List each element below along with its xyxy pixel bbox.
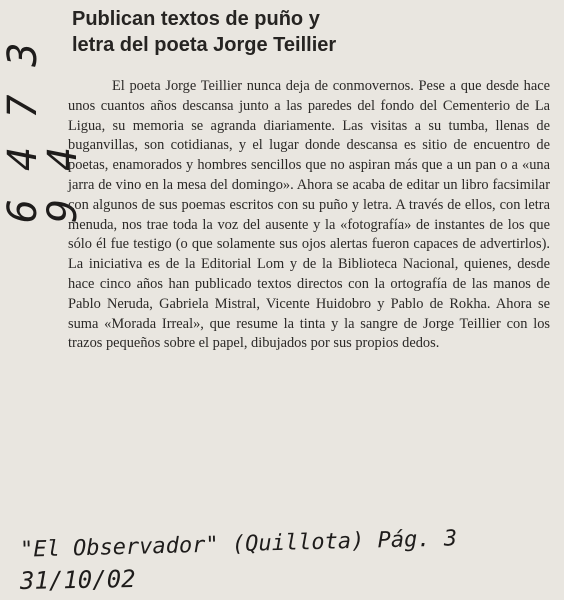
handwritten-date: 31/10/02 (19, 564, 136, 596)
handwritten-catalog-number (0, 16, 86, 223)
catalog-number-text: 6 4 7 3 9 4 (0, 40, 86, 223)
article-body: El poeta Jorge Teillier nunca deja de conmovernos. Pese a que desde hace unos cuantos años descansa junto a las paredes del fondo del Cementerio de La Ligua, su memoria se agranda diariamente. Las visitas a su tumba, llenas de buganvillas, son cotidianas, y el lugar donde descansa es sitio de encuentro de poetas, enamorados y hombres sencillos que no aspiran más que a un pan o a «una jarra de vino en la mesa del domingo». Ahora se acaba de editar un libro facsimilar con algunos de sus poemas escritos con su puño y letra. A través de ellos, con letra menuda, nos trae toda la voz del ausente y la «fotografía» de instantes de los que sólo él fue testigo (o que solamente sus ojos alertas fueron capaces de advertirlos). La iniciativa es de la Editorial Lom y de la Biblioteca Nacional, quienes, desde hace cinco años han publicado textos directos con la ortografía de las manos de Pablo Neruda, Gabriela Mistral, Vicente Huidobro y Pablo de Rokha. Ahora se suma «Morada Irreal», que resume la tinta y la sangre de Jorge Teillier con los trazos pequeños sobre el papel, dibujados por sus propios dedos. (68, 78, 550, 352)
headline-line-2: letra del poeta Jorge Teillier (72, 34, 337, 56)
article-headline (72, 6, 542, 58)
handwritten-source-note: "El Observador" (Quillota) Pág. 3 (19, 526, 458, 563)
headline-line-1: Publican textos de puño y (72, 8, 320, 30)
